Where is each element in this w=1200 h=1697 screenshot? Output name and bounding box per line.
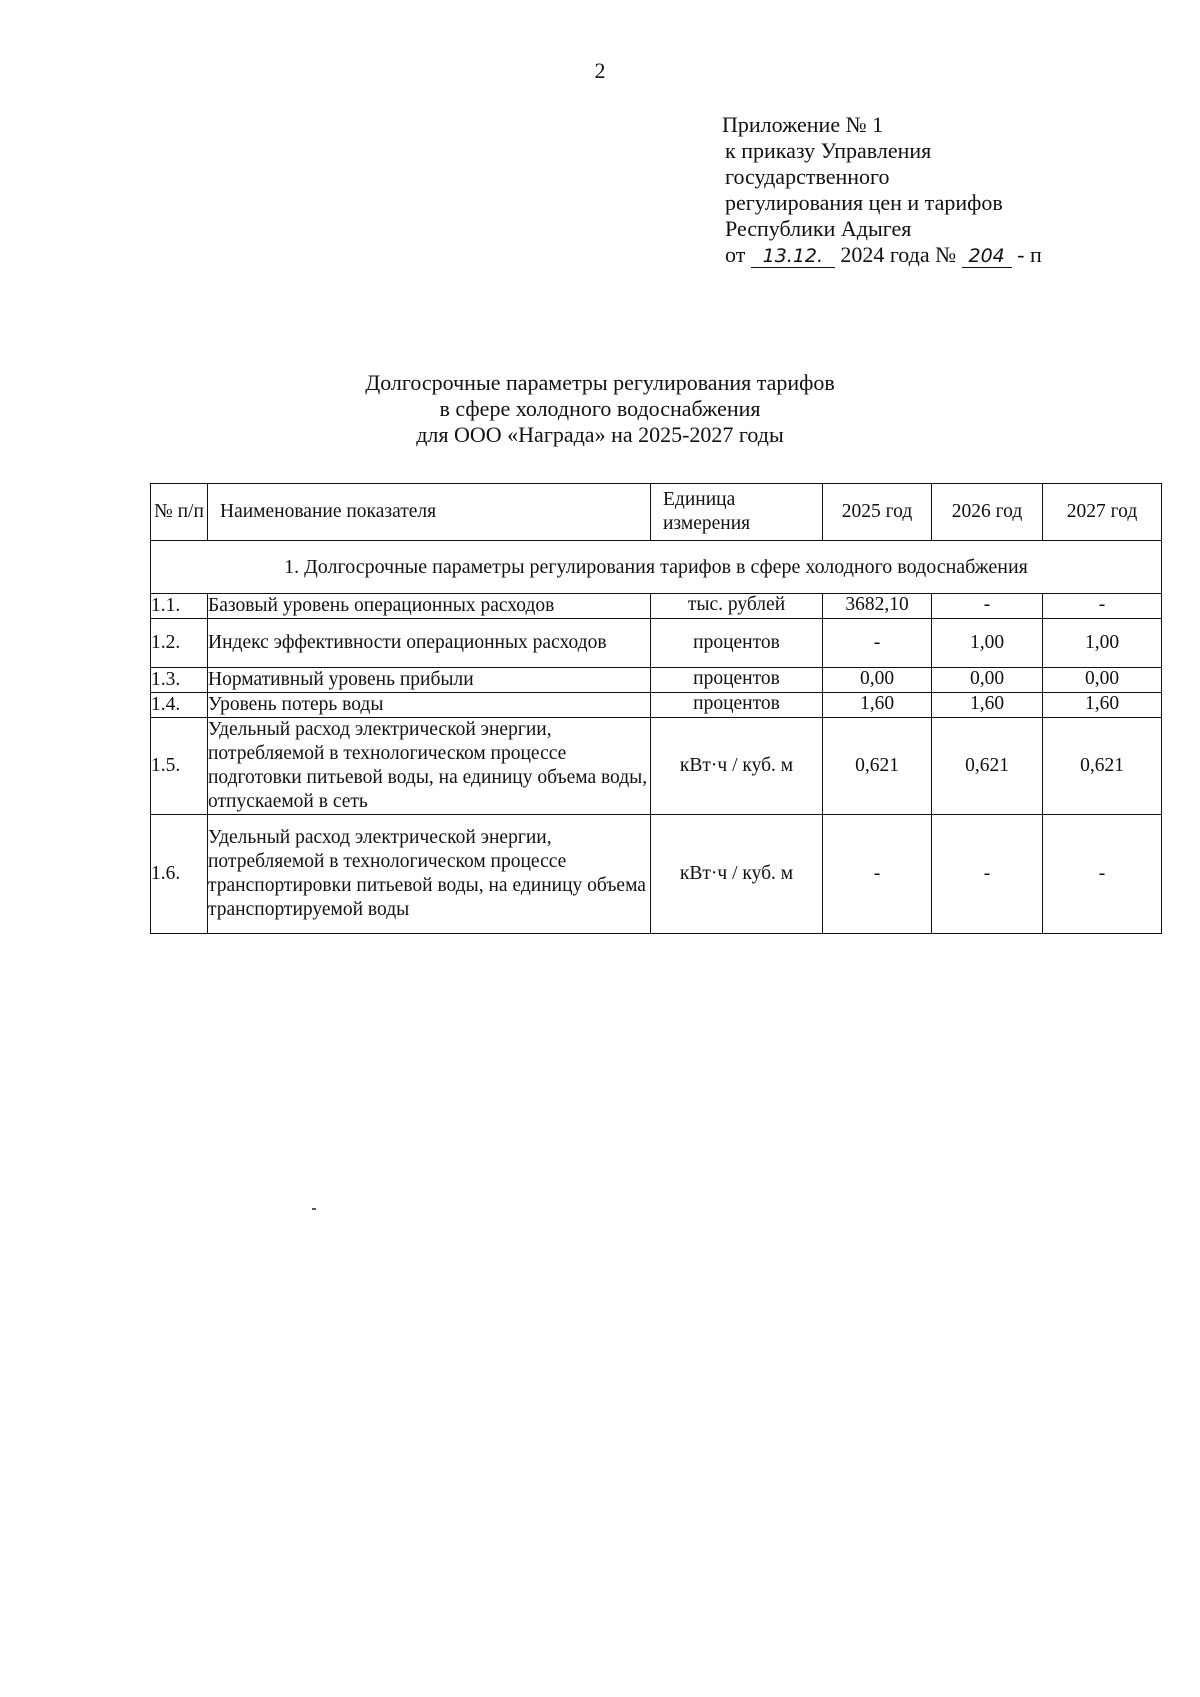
row-value-2026: 1,60: [932, 693, 1043, 718]
row-value-2027: 0,00: [1043, 668, 1162, 693]
row-name: Удельный расход электрической энергии, потребляемой в технологическом процессе транспортировки питьевой воды, на единицу объема транспортируемой воды: [208, 815, 651, 934]
row-num: 1.4.: [151, 693, 208, 718]
row-value-2027: -: [1043, 594, 1162, 619]
row-name: Нормативный уровень прибыли: [208, 668, 651, 693]
handwritten-order-number: 204: [962, 245, 1012, 268]
document-title: [0, 370, 1200, 448]
row-num: 1.6.: [151, 815, 208, 934]
header-2027: 2027 год: [1043, 484, 1162, 541]
section-row: [151, 541, 1162, 594]
section-title: 1. Долгосрочные параметры регулирования тарифов в сфере холодного водоснабжения: [151, 541, 1162, 594]
date-prefix: от: [725, 242, 746, 267]
header-2026: 2026 год: [932, 484, 1043, 541]
handwritten-date: 13.12.: [751, 245, 835, 268]
number-suffix: - п: [1017, 242, 1042, 267]
header-name: Наименование показателя: [208, 484, 651, 541]
date-middle: 2024 года №: [840, 242, 957, 267]
title-line-3: для ООО «Награда» на 2025-2027 годы: [416, 422, 784, 447]
page-number: 2: [594, 58, 606, 83]
title-line-2: в сфере холодного водоснабжения: [439, 396, 761, 421]
row-unit: тыс. рублей: [651, 594, 823, 619]
row-value-2026: -: [932, 815, 1043, 934]
appendix-line-regulation: регулирования цен и тарифов: [725, 190, 1003, 215]
row-unit: процентов: [651, 693, 823, 718]
row-value-2026: 0,00: [932, 668, 1043, 693]
row-value-2027: 0,621: [1043, 718, 1162, 815]
table-row: [151, 718, 1162, 815]
row-value-2027: 1,00: [1043, 619, 1162, 668]
row-unit: кВт·ч / куб. м: [651, 815, 823, 934]
appendix-block: [722, 112, 1165, 268]
row-name: Индекс эффективности операционных расходов: [208, 619, 651, 668]
appendix-date-line: [725, 242, 1165, 268]
row-num: 1.5.: [151, 718, 208, 815]
row-value-2026: 1,00: [932, 619, 1043, 668]
table-row: [151, 815, 1162, 934]
parameters-table: [150, 483, 1162, 934]
row-value-2025: 0,621: [823, 718, 932, 815]
row-num: 1.3.: [151, 668, 208, 693]
table-row: [151, 668, 1162, 693]
row-value-2027: 1,60: [1043, 693, 1162, 718]
row-name: Уровень потерь воды: [208, 693, 651, 718]
header-num: № п/п: [151, 484, 208, 541]
row-value-2026: -: [932, 594, 1043, 619]
row-name: Базовый уровень операционных расходов: [208, 594, 651, 619]
header-unit: Единица измерения: [651, 484, 823, 541]
table-header-row: [151, 484, 1162, 541]
appendix-line-state: государственного: [725, 164, 890, 189]
row-unit: процентов: [651, 619, 823, 668]
row-value-2026: 0,621: [932, 718, 1043, 815]
appendix-title: Приложение № 1: [722, 112, 884, 137]
row-num: 1.2.: [151, 619, 208, 668]
header-2025: 2025 год: [823, 484, 932, 541]
row-value-2025: -: [823, 619, 932, 668]
row-value-2025: 3682,10: [823, 594, 932, 619]
row-unit: процентов: [651, 668, 823, 693]
row-value-2025: 1,60: [823, 693, 932, 718]
table-row: [151, 594, 1162, 619]
title-line-1: Долгосрочные параметры регулирования тарифов: [365, 370, 835, 395]
appendix-line-order: к приказу Управления: [725, 138, 932, 163]
table-row: [151, 693, 1162, 718]
row-value-2025: -: [823, 815, 932, 934]
row-name: Удельный расход электрической энергии, потребляемой в технологическом процессе подготовки питьевой воды, на единицу объема воды, отпускаемой в сеть: [208, 718, 651, 815]
row-unit: кВт·ч / куб. м: [651, 718, 823, 815]
scan-artifact: [312, 1208, 316, 1210]
table-row: [151, 619, 1162, 668]
row-num: 1.1.: [151, 594, 208, 619]
row-value-2025: 0,00: [823, 668, 932, 693]
row-value-2027: -: [1043, 815, 1162, 934]
appendix-line-republic: Республики Адыгея: [725, 216, 912, 241]
